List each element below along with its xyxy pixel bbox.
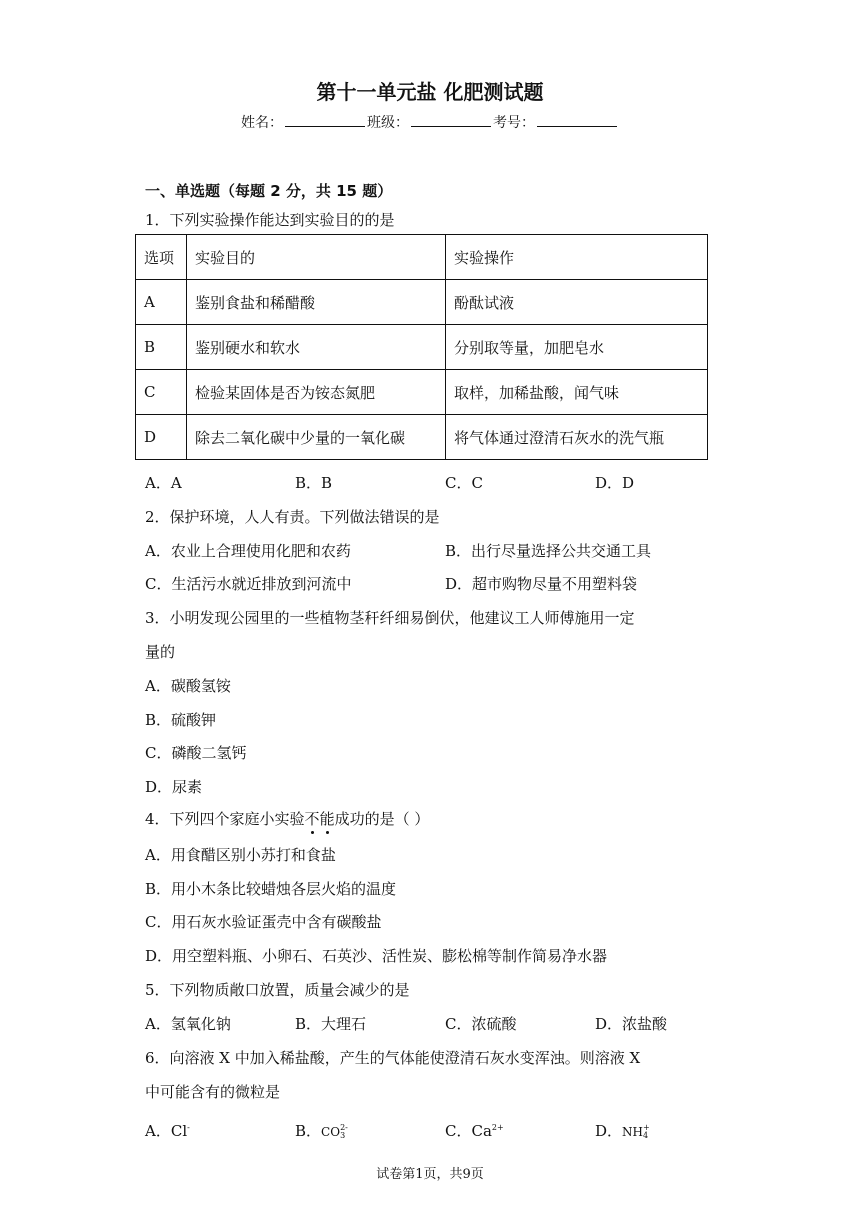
table-row bbox=[136, 280, 708, 325]
table-cell: D bbox=[136, 415, 187, 460]
question-2-option-c[interactable]: C．生活污水就近排放到河流中 bbox=[145, 575, 352, 593]
question-5-stem: 5．下列物质敞口放置，质量会减少的是 bbox=[145, 981, 410, 999]
page-footer: 试卷第1页，共9页 bbox=[376, 1167, 484, 1182]
question-1-option-c[interactable]: C．C bbox=[445, 474, 483, 492]
question-6-option-d[interactable] bbox=[595, 1120, 650, 1141]
question-1-table bbox=[135, 234, 708, 460]
student-info-line bbox=[0, 112, 860, 132]
chem-formula: Ca bbox=[471, 1122, 492, 1140]
table-header-row bbox=[136, 235, 708, 280]
question-6-option-b[interactable] bbox=[295, 1120, 348, 1141]
chem-charge: - bbox=[187, 1123, 190, 1132]
table-cell: 分别取等量，加肥皂水 bbox=[446, 325, 708, 370]
question-1-option-d[interactable]: D．D bbox=[595, 474, 635, 492]
question-4-option-d[interactable]: D．用空塑料瓶、小卵石、石英沙、活性炭、膨松棉等制作简易净水器 bbox=[145, 947, 608, 965]
page-title: 第十一单元盐 化肥测试题 bbox=[316, 80, 544, 104]
question-5-option-d[interactable]: D．浓盐酸 bbox=[595, 1015, 668, 1033]
exam-no-blank[interactable] bbox=[537, 114, 617, 127]
table-cell: 取样，加稀盐酸，闻气味 bbox=[446, 370, 708, 415]
chem-charge: + bbox=[643, 1123, 650, 1132]
question-3-stem-line2: 量的 bbox=[145, 643, 176, 661]
emphasis-dot-text: 不 bbox=[304, 810, 320, 828]
table-cell: 将气体通过澄清石灰水的洗气瓶 bbox=[446, 415, 708, 460]
question-4-stem-after: 成功的是（ ） bbox=[334, 810, 430, 828]
name-blank[interactable] bbox=[285, 114, 365, 127]
class-blank[interactable] bbox=[411, 114, 491, 127]
question-6-option-c[interactable] bbox=[445, 1120, 504, 1141]
question-6-stem-line1: 6．向溶液 X 中加入稀盐酸，产生的气体能使澄清石灰水变浑浊。则溶液 X bbox=[145, 1049, 641, 1067]
option-prefix: C． bbox=[445, 1122, 472, 1140]
question-4-option-a[interactable]: A．用食醋区别小苏打和食盐 bbox=[145, 846, 336, 864]
question-3-option-b[interactable]: B．硫酸钾 bbox=[145, 711, 217, 729]
table-row bbox=[136, 325, 708, 370]
class-label: 班级： bbox=[367, 115, 409, 131]
question-3-option-a[interactable]: A．碳酸氢铵 bbox=[145, 677, 231, 695]
option-prefix: B． bbox=[295, 1122, 322, 1140]
chem-formula: CO bbox=[321, 1125, 341, 1139]
question-4-option-c[interactable]: C．用石灰水验证蛋壳中含有碳酸盐 bbox=[145, 913, 382, 931]
table-header-cell: 选项 bbox=[136, 235, 187, 280]
chem-subscript: 4 bbox=[643, 1131, 649, 1140]
question-3-stem-line1: 3．小明发现公园里的一些植物茎秆纤细易倒伏，他建议工人师傅施用一定 bbox=[145, 609, 635, 627]
question-2-option-b[interactable]: B．出行尽量选择公共交通工具 bbox=[445, 542, 652, 560]
question-4-stem bbox=[145, 808, 429, 829]
question-5-option-a[interactable]: A．氢氧化钠 bbox=[145, 1015, 231, 1033]
question-3-option-d[interactable]: D．尿素 bbox=[145, 778, 203, 796]
exam-no-label: 考号： bbox=[493, 115, 535, 131]
question-6-option-a[interactable] bbox=[145, 1120, 190, 1141]
chem-formula: NH bbox=[622, 1125, 643, 1139]
table-cell: A bbox=[136, 280, 187, 325]
question-1-stem: 1．下列实验操作能达到实验目的的是 bbox=[145, 211, 395, 229]
question-1-option-b[interactable]: B．B bbox=[295, 474, 333, 492]
name-label: 姓名： bbox=[241, 115, 283, 131]
table-header-cell: 实验操作 bbox=[446, 235, 708, 280]
question-1-option-a[interactable]: A．A bbox=[145, 474, 182, 492]
table-row bbox=[136, 370, 708, 415]
table-cell: 检验某固体是否为铵态氮肥 bbox=[187, 370, 446, 415]
question-6-stem-line2: 中可能含有的微粒是 bbox=[145, 1083, 281, 1101]
question-2-option-d[interactable]: D．超市购物尽量不用塑料袋 bbox=[445, 575, 638, 593]
question-2-option-a[interactable]: A．农业上合理使用化肥和农药 bbox=[145, 542, 351, 560]
section-heading: 一、单选题（每题 2 分，共 15 题） bbox=[145, 182, 393, 200]
table-cell: B bbox=[136, 325, 187, 370]
chem-charge: 2- bbox=[340, 1123, 348, 1132]
option-prefix: A． bbox=[145, 1122, 171, 1140]
emphasis-dot-text: 能 bbox=[319, 810, 335, 828]
question-5-option-c[interactable]: C．浓硫酸 bbox=[445, 1015, 517, 1033]
table-header-cell: 实验目的 bbox=[187, 235, 446, 280]
table-cell: 鉴别硬水和软水 bbox=[187, 325, 446, 370]
question-4-stem-before: 4．下列四个家庭小实验 bbox=[145, 810, 305, 828]
table-cell: C bbox=[136, 370, 187, 415]
chem-formula: Cl bbox=[170, 1122, 188, 1140]
question-2-stem: 2．保护环境，人人有责。下列做法错误的是 bbox=[145, 508, 440, 526]
option-prefix: D． bbox=[595, 1122, 623, 1140]
chem-charge: 2+ bbox=[491, 1123, 504, 1132]
question-5-option-b[interactable]: B．大理石 bbox=[295, 1015, 367, 1033]
table-cell: 酚酞试液 bbox=[446, 280, 708, 325]
chem-subscript: 3 bbox=[340, 1131, 346, 1140]
question-4-option-b[interactable]: B．用小木条比较蜡烛各层火焰的温度 bbox=[145, 880, 397, 898]
table-row bbox=[136, 415, 708, 460]
table-cell: 鉴别食盐和稀醋酸 bbox=[187, 280, 446, 325]
question-3-option-c[interactable]: C．磷酸二氢钙 bbox=[145, 744, 247, 762]
table-cell: 除去二氧化碳中少量的一氧化碳 bbox=[187, 415, 446, 460]
